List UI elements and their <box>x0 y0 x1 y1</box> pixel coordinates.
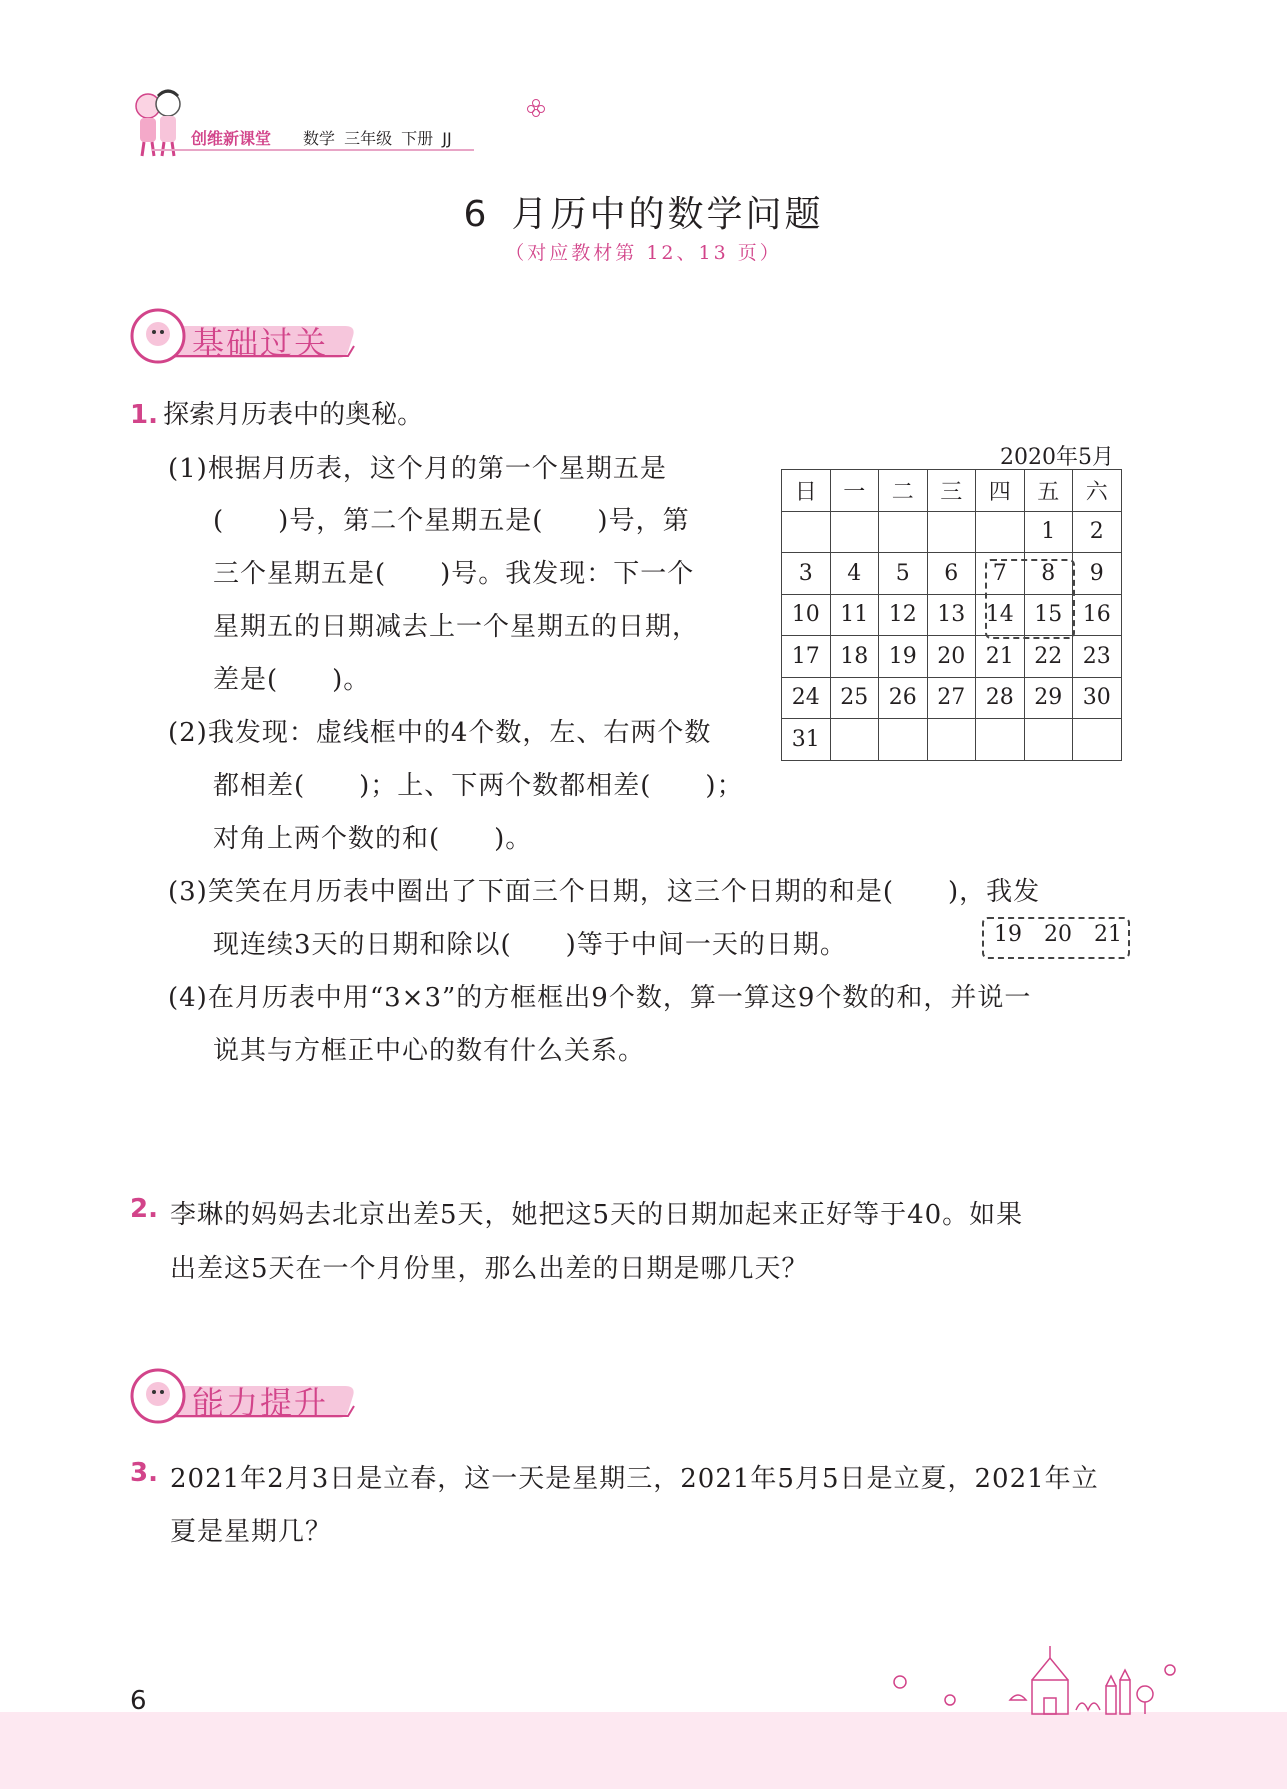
day-cell <box>879 719 928 761</box>
question-number: 3. <box>130 1458 158 1488</box>
header-divider <box>152 149 474 151</box>
lesson-title: 月历中的数学问题 <box>511 194 824 235</box>
day-cell <box>1024 719 1073 761</box>
q1-part4-line: (4)在月历表中用“3×3”的方框框出9个数，算一算这9个数的和，并说一 <box>168 983 1032 1013</box>
day-cell: 24 <box>782 677 831 719</box>
calendar-week-row <box>782 719 1122 761</box>
weekday-cell: 一 <box>830 470 879 512</box>
day-cell <box>927 719 976 761</box>
q1-part1-line: 星期五的日期减去上一个星期五的日期， <box>213 612 700 642</box>
day-cell <box>830 511 879 553</box>
q1-part2-line: 都相差( )；上、下两个数都相差( )； <box>213 771 744 801</box>
q1-part1-line: 差是( )。 <box>213 665 371 695</box>
day-cell: 9 <box>1073 553 1122 595</box>
day-cell: 4 <box>830 553 879 595</box>
q1-part1-line: 三个星期五是( )号。我发现：下一个 <box>213 559 695 589</box>
day-cell: 25 <box>830 677 879 719</box>
question-number: 1. <box>130 400 158 430</box>
day-cell: 26 <box>879 677 928 719</box>
q1-part1-line: ( )号，第二个星期五是( )号，第 <box>213 506 690 536</box>
page-title <box>0 186 1287 237</box>
footer-band <box>0 1712 1287 1789</box>
calendar-caption: 2020年5月 <box>1000 445 1114 470</box>
day-cell: 21 <box>976 636 1025 678</box>
day-cell: 17 <box>782 636 831 678</box>
flower-icon <box>527 99 545 117</box>
q2-line: 出差这5天在一个月份里，那么出差的日期是哪几天？ <box>170 1254 809 1284</box>
question-3 <box>130 1458 158 1488</box>
date-strip-number: 20 <box>1044 922 1072 947</box>
day-cell: 12 <box>879 594 928 636</box>
day-cell: 23 <box>1073 636 1122 678</box>
day-cell: 2 <box>1073 511 1122 553</box>
lesson-number: 6 <box>463 194 490 235</box>
day-cell: 27 <box>927 677 976 719</box>
page-number: 6 <box>130 1686 147 1716</box>
subject-info: 数学 三年级 下册 JJ <box>303 129 452 148</box>
day-cell: 28 <box>976 677 1025 719</box>
question-text: 探索月历表中的奥秘。 <box>163 400 424 430</box>
calendar-week-row <box>782 677 1122 719</box>
section-header-basic <box>130 306 370 368</box>
section-title-advanced: 能力提升 <box>192 1384 329 1422</box>
day-cell: 22 <box>1024 636 1073 678</box>
castle-illustration-icon <box>880 1640 1180 1720</box>
day-cell: 3 <box>782 553 831 595</box>
brand-name: 创维新课堂 <box>191 129 272 148</box>
day-cell: 31 <box>782 719 831 761</box>
day-cell <box>976 719 1025 761</box>
q1-part3-line: (3)笑笑在月历表中圈出了下面三个日期，这三个日期的和是( )，我发 <box>168 877 1041 907</box>
q1-part2-line: (2)我发现：虚线框中的4个数，左、右两个数 <box>168 718 712 748</box>
weekday-cell: 日 <box>782 470 831 512</box>
calendar-weekday-row <box>782 470 1122 512</box>
q3-line: 2021年2月3日是立春，这一天是星期三，2021年5月5日是立夏，2021年立 <box>170 1464 1099 1494</box>
date-strip-number: 21 <box>1094 922 1122 947</box>
q1-part2-line: 对角上两个数的和( )。 <box>213 824 533 854</box>
day-cell: 10 <box>782 594 831 636</box>
day-cell <box>976 511 1025 553</box>
day-cell: 11 <box>830 594 879 636</box>
weekday-cell: 五 <box>1024 470 1073 512</box>
day-cell: 5 <box>879 553 928 595</box>
day-cell: 29 <box>1024 677 1073 719</box>
question-2 <box>130 1194 158 1224</box>
q3-line: 夏是星期几？ <box>170 1517 333 1547</box>
day-cell <box>1073 719 1122 761</box>
textbook-reference: （对应教材第 12、13 页） <box>505 242 782 264</box>
day-cell <box>879 511 928 553</box>
q1-part3-line: 现连续3天的日期和除以( )等于中间一天的日期。 <box>213 930 847 960</box>
day-cell: 6 <box>927 553 976 595</box>
weekday-cell: 二 <box>879 470 928 512</box>
mascot-badge-icon <box>130 1368 186 1424</box>
day-cell <box>782 511 831 553</box>
section-header-advanced <box>130 1366 370 1428</box>
q2-line: 李琳的妈妈去北京出差5天，她把这5天的日期加起来正好等于40。如果 <box>170 1200 1024 1230</box>
q1-part1-line: (1)根据月历表，这个月的第一个星期五是 <box>168 454 667 484</box>
day-cell: 30 <box>1073 677 1122 719</box>
day-cell: 14 <box>976 594 1025 636</box>
calendar-week-row <box>782 511 1122 553</box>
day-cell: 13 <box>927 594 976 636</box>
day-cell: 1 <box>1024 511 1073 553</box>
day-cell: 20 <box>927 636 976 678</box>
day-cell: 8 <box>1024 553 1073 595</box>
day-cell: 15 <box>1024 594 1073 636</box>
day-cell <box>927 511 976 553</box>
day-cell: 19 <box>879 636 928 678</box>
day-cell <box>830 719 879 761</box>
mascot-badge-icon <box>130 308 186 364</box>
date-strip-number: 19 <box>994 922 1022 947</box>
weekday-cell: 四 <box>976 470 1025 512</box>
calendar-dashed-box <box>985 559 1075 639</box>
weekday-cell: 六 <box>1073 470 1122 512</box>
calendar-week-row <box>782 636 1122 678</box>
day-cell: 16 <box>1073 594 1122 636</box>
day-cell: 18 <box>830 636 879 678</box>
weekday-cell: 三 <box>927 470 976 512</box>
section-title-basic: 基础过关 <box>192 324 329 362</box>
q1-part4-line: 说其与方框正中心的数有什么关系。 <box>213 1036 646 1066</box>
question-number: 2. <box>130 1194 158 1224</box>
day-cell: 7 <box>976 553 1025 595</box>
question-1-heading <box>130 394 423 431</box>
cartoon-children-icon <box>128 86 188 158</box>
